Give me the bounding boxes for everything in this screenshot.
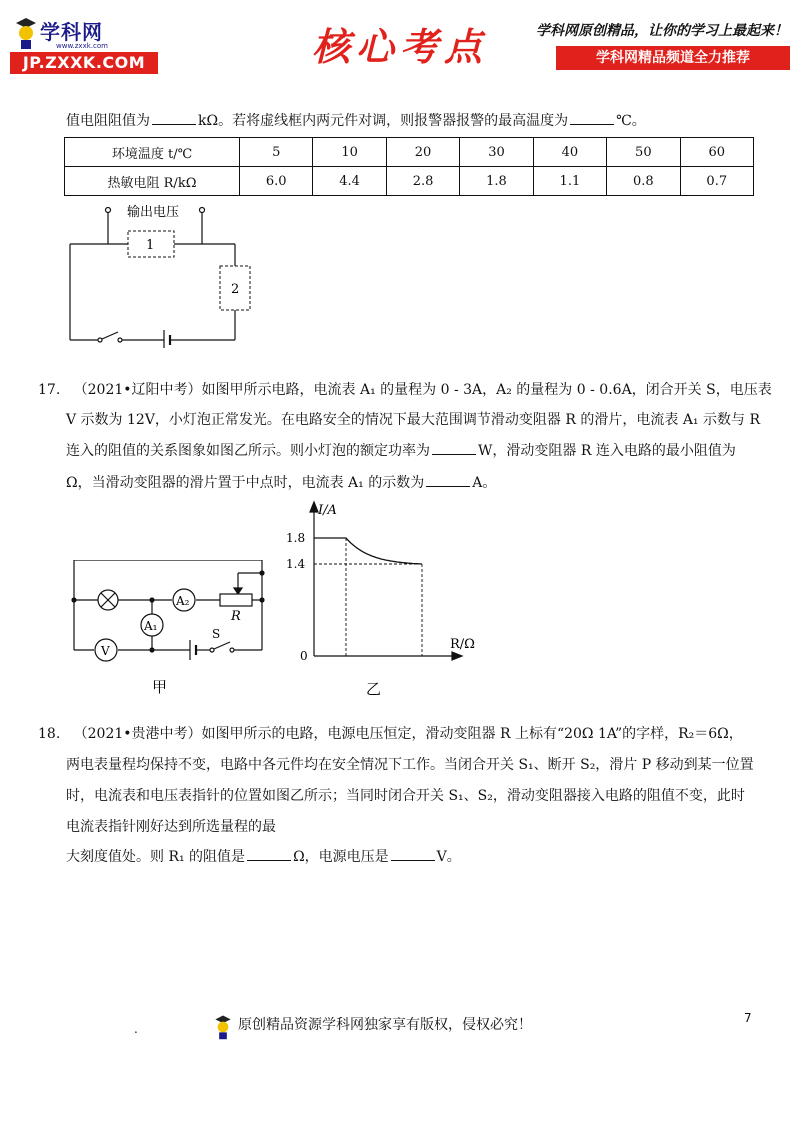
question-17-line-4 bbox=[66, 472, 496, 493]
voltmeter-label: V bbox=[101, 644, 110, 658]
table-header-cell: 环境温度 t/℃ bbox=[65, 138, 240, 167]
question-18-line-2: 两电表量程均保持不变，电路中各元件均在安全情况下工作。当闭合开关 S₁、断开 S₂，滑片 P 移动到某一位置 bbox=[66, 757, 754, 773]
table-header-cell: 热敏电阻 R/kΩ bbox=[65, 167, 240, 196]
intro-text-3: ℃。 bbox=[616, 113, 646, 129]
question-number: 18. bbox=[38, 726, 61, 742]
table-cell: 50 bbox=[607, 138, 680, 167]
question-17-line-2: V 示数为 12V，小灯泡正常发光。在电路安全的情况下最大范围调节滑动变阻器 R 的滑片，电流表 A₁ 示数与 R bbox=[66, 412, 760, 428]
header-slogan: 学科网原创精品，让你的学习上最起来！ bbox=[536, 23, 788, 39]
table-cell: 4.4 bbox=[313, 167, 386, 196]
ammeter-a1-label: A₁ bbox=[144, 619, 158, 633]
question-text: A。 bbox=[472, 475, 497, 491]
question-text: 连入的阻值的关系图象如图乙所示。则小灯泡的额定功率为 bbox=[66, 443, 430, 459]
question-18-line-5 bbox=[66, 846, 461, 867]
current-resistance-graph bbox=[282, 500, 492, 698]
table-cell: 40 bbox=[533, 138, 606, 167]
ammeter-a2-label: A₂ bbox=[176, 594, 190, 608]
output-voltage-label: 输出电压 bbox=[127, 205, 180, 220]
intro-line bbox=[66, 110, 646, 131]
question-text: W，滑动变阻器 R 连入电路的最小阻值为 bbox=[478, 443, 736, 459]
answer-blank[interactable] bbox=[570, 110, 614, 125]
rheostat-r bbox=[220, 594, 252, 606]
y-axis-label: I/A bbox=[318, 503, 337, 518]
x-axis-label: R/Ω bbox=[450, 637, 475, 652]
intro-text-1: 值电阻阻值为 bbox=[66, 113, 150, 129]
table-cell: 20 bbox=[386, 138, 459, 167]
question-18-line-3: 时，电流表和电压表指针的位置如图乙所示；当同时闭合开关 S₁、S₂，滑动变阻器接入电路的阻值不变，此时 bbox=[66, 788, 745, 804]
logo-url-banner: JP.ZXXK.COM bbox=[10, 52, 158, 74]
question-text: （2021•贵港中考）如图甲所示的电路，电源电压恒定，滑动变阻器 R 上标有“20Ω 1A”的字样，R₂＝6Ω， bbox=[73, 726, 743, 742]
table-cell: 60 bbox=[680, 138, 753, 167]
answer-blank[interactable] bbox=[426, 472, 470, 487]
mascot-icon bbox=[212, 1014, 234, 1040]
logo-url-small: www.zxxk.com bbox=[56, 42, 108, 50]
footer-copyright: 原创精品资源学科网独家享有版权，侵权必究！ bbox=[238, 1017, 532, 1033]
question-text: 大刻度值处。则 R₁ 的阻值是 bbox=[66, 849, 246, 865]
question-text: Ω，电源电压是 bbox=[293, 849, 389, 865]
current-curve bbox=[314, 538, 422, 564]
question-text: （2021•辽阳中考）如图甲所示电路，电流表 A₁ 的量程为 0 - 3A，A₂ 的量程为 0 - 0.6A，闭合开关 S，电压表 bbox=[73, 382, 772, 398]
header-banner: 学科网精品频道全力推荐 bbox=[556, 46, 790, 70]
site-logo bbox=[10, 14, 158, 74]
table-cell: 5 bbox=[240, 138, 313, 167]
figure-caption-jia: 甲 bbox=[152, 678, 168, 696]
y-tick-label: 1.8 bbox=[286, 531, 306, 545]
table-row bbox=[65, 167, 754, 196]
component-2-label: 2 bbox=[231, 282, 240, 297]
question-text: Ω，当滑动变阻器的滑片置于中点时，电流表 A₁ 的示数为 bbox=[66, 475, 425, 491]
mascot-icon bbox=[14, 16, 38, 50]
table-cell: 10 bbox=[313, 138, 386, 167]
figure-caption-yi: 乙 bbox=[366, 680, 382, 698]
answer-blank[interactable] bbox=[247, 846, 291, 861]
circuit-diagram-jia bbox=[66, 560, 280, 700]
component-1-label: 1 bbox=[146, 238, 155, 253]
table-cell: 0.7 bbox=[680, 167, 753, 196]
switch-label: S bbox=[212, 627, 221, 641]
table-cell: 2.8 bbox=[386, 167, 459, 196]
question-number: 17. bbox=[38, 382, 61, 398]
table-cell: 30 bbox=[460, 138, 533, 167]
alarm-circuit-diagram bbox=[60, 198, 260, 348]
answer-blank[interactable] bbox=[152, 110, 196, 125]
rheostat-label: R bbox=[231, 609, 241, 624]
temperature-resistance-table bbox=[64, 137, 754, 196]
table-row bbox=[65, 138, 754, 167]
table-cell: 1.8 bbox=[460, 167, 533, 196]
page-number: 7 bbox=[744, 1011, 752, 1025]
logo-wordmark: 学科网 bbox=[40, 20, 103, 44]
intro-text-2: kΩ。若将虚线框内两元件对调，则报警器报警的最高温度为 bbox=[198, 113, 569, 129]
question-18-line-4: 电流表指针刚好达到所选量程的最 bbox=[66, 819, 276, 835]
footer-dot: . bbox=[134, 1022, 138, 1036]
question-18-line-1 bbox=[38, 724, 743, 744]
page-title: 核心考点 bbox=[311, 24, 488, 69]
table-cell: 1.1 bbox=[533, 167, 606, 196]
origin-label: 0 bbox=[300, 649, 308, 663]
question-17-line-1 bbox=[38, 380, 772, 400]
question-17-line-3 bbox=[66, 440, 736, 461]
y-tick-label: 1.4 bbox=[286, 557, 306, 571]
answer-blank[interactable] bbox=[391, 846, 435, 861]
answer-blank[interactable] bbox=[432, 440, 476, 455]
table-cell: 0.8 bbox=[607, 167, 680, 196]
question-text: V。 bbox=[436, 849, 461, 865]
table-cell: 6.0 bbox=[240, 167, 313, 196]
